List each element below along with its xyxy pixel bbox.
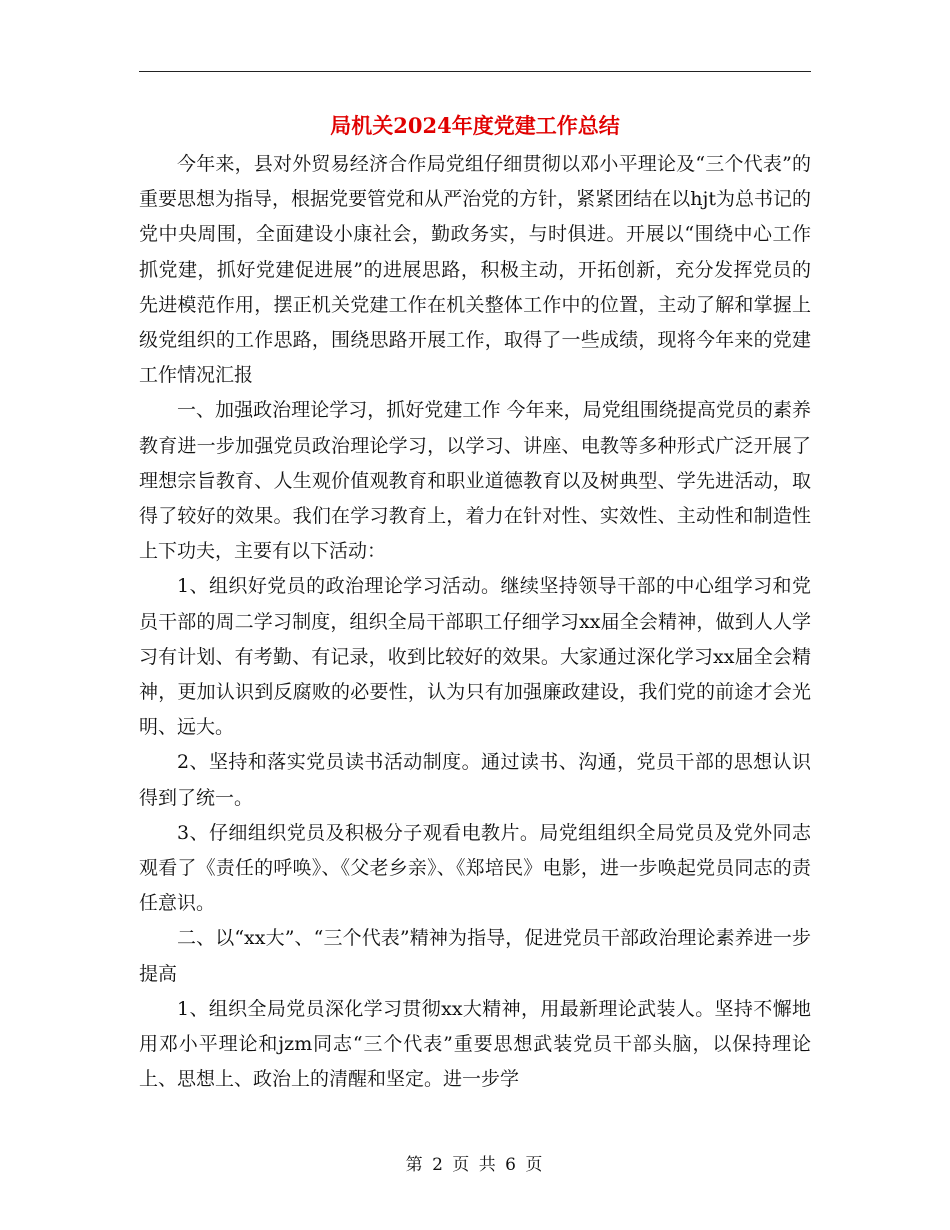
- paragraph-section-two: 二、以“xx大”、“三个代表”精神为指导，促进党员干部政治理论素养进一步提高: [139, 927, 811, 985]
- paragraph-section-two-item-1: 1、组织全局党员深化学习贯彻xx大精神，用最新理论武装人。坚持不懈地用邓小平理论和jzm同志“三个代表”重要思想武装党员干部头脑，以保持理论上、思想上、政治上的清醒和坚定。进一步学: [139, 997, 811, 1091]
- paragraph-item-3: 3、仔细组织党员及积极分子观看电教片。局党组组织全局党员及党外同志观看了《责任的呼唤》、《父老乡亲》、《郑培民》电影，进一步唤起党员同志的责任意识。: [139, 821, 811, 915]
- paragraph-item-2: 2、坚持和落实党员读书活动制度。通过读书、沟通，党员干部的思想认识得到了统一。: [139, 751, 811, 809]
- paragraph-section-one: 一、加强政治理论学习，抓好党建工作 今年来，局党组围绕提高党员的素养教育进一步加强党员政治理论学习，以学习、讲座、电教等多种形式广泛开展了理想宗旨教育、人生观价值观教育和职业道德教育以及树典型、学先进活动，取得了较好的效果。我们在学习教育上，着力在针对性、实效性、主动性和制造性上下功夫，主要有以下活动：: [139, 399, 811, 563]
- page-number: 第 2 页 共 6 页: [405, 1155, 545, 1175]
- header-rule: [139, 71, 811, 72]
- paragraph-item-1: 1、组织好党员的政治理论学习活动。继续坚持领导干部的中心组学习和党员干部的周二学习制度，组织全局干部职工仔细学习xx届全会精神，做到人人学习有计划、有考勤、有记录，收到比较好的效果。大家通过深化学习xx届全会精神，更加认识到反腐败的必要性，认为只有加强廉政建设，我们党的前途才会光明、远大。: [139, 575, 811, 739]
- document-title: 局机关2024年度党建工作总结: [330, 113, 620, 138]
- paragraph-intro: 今年来，县对外贸易经济合作局党组仔细贯彻以邓小平理论及“三个代表”的重要思想为指导，根据党要管党和从严治党的方针，紧紧团结在以hjt为总书记的党中央周围，全面建设小康社会，勤政务实，与时俱进。开展以“围绕中心工作抓党建，抓好党建促进展”的进展思路，积极主动，开拓创新，充分发挥党员的先进模范作用，摆正机关党建工作在机关整体工作中的位置，主动了解和掌握上级党组织的工作思路，围绕思路开展工作，取得了一些成绩，现将今年来的党建工作情况汇报: [139, 153, 811, 387]
- document-body: [139, 147, 811, 1097]
